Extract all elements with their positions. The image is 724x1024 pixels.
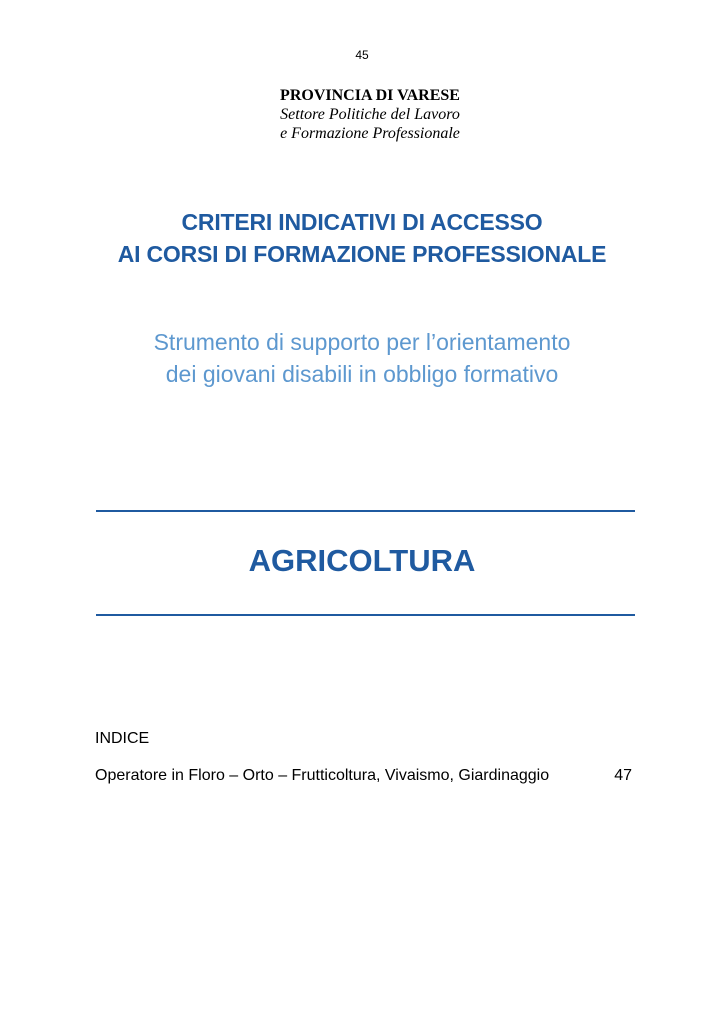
- document-subtitle: [0, 326, 724, 390]
- bottom-divider: [96, 614, 635, 616]
- top-divider: [96, 510, 635, 512]
- document-title: [0, 206, 724, 270]
- department-line-2: e Formazione Professionale: [280, 125, 460, 142]
- document-subtitle-line-2: dei giovani disabili in obbligo formativo: [165, 361, 559, 387]
- document-title-line-1: CRITERI INDICATIVI DI ACCESSO: [181, 209, 543, 235]
- index-entry-label: Operatore in Floro – Orto – Frutticoltura, Vivaismo, Giardinaggio: [95, 767, 550, 784]
- section-title: AGRICOLTURA: [248, 543, 476, 578]
- index-entry-page: 47: [614, 767, 632, 784]
- document-title-line-2: AI CORSI DI FORMAZIONE PROFESSIONALE: [117, 241, 607, 267]
- document-subtitle-line-1: Strumento di supporto per l’orientamento: [153, 329, 571, 355]
- organization-name: PROVINCIA DI VARESE: [280, 87, 460, 104]
- organization-header: [260, 86, 480, 143]
- index-heading: INDICE: [95, 730, 150, 747]
- department-line-1: Settore Politiche del Lavoro: [280, 106, 460, 123]
- page-number: 45: [355, 48, 369, 62]
